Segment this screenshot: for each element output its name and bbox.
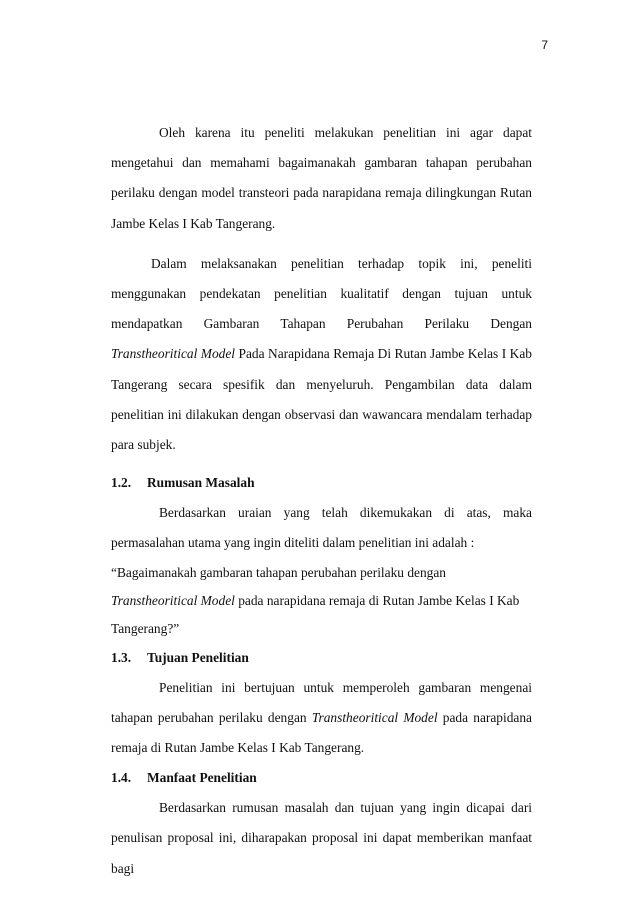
section-number: 1.4. [111,770,132,786]
document-body [111,118,532,884]
section-1-3-text-a: Penelitian ini bertujuan untuk memperoleh gambaran mengenai tahapan perubahan perilaku dengan [111,679,532,725]
section-1-3-italic: Transtheoritical Model [311,709,438,725]
section-1-2-quote [111,559,532,643]
section-number: 1.3. [111,649,132,665]
paragraph-2-italic: Transtheoritical Model [111,346,236,362]
section-1-2-body: Berdasarkan uraian yang telah dikemukakan di atas, maka permasalahan utama yang ingin diteliti dalam penelitian ini adalah : [111,505,532,551]
section-heading-1-2 [111,468,532,498]
quote-text-a: “Bagaimanakah gambaran tahapan perubahan perilaku dengan [111,564,446,580]
paragraph-2 [111,249,532,460]
section-title: Tujuan Penelitian [147,649,249,665]
paragraph-2-text-b: Pada Narapidana Remaja Di Rutan Jambe Kelas I Kab Tangerang secara spesifik dan menyeluruh. Pengambilan data dalam penelitian ini dilakukan dengan observasi dan wawancara mendalam terhadap para subjek. [111,346,532,453]
section-1-4-body: Berdasarkan rumusan masalah dan tujuan yang ingin dicapai dari penulisan proposal ini, diharapakan proposal ini dapat memberikan manfaat bagi [111,800,532,876]
section-heading-1-3 [111,643,532,673]
page-number: 7 [541,38,548,52]
section-title: Manfaat Penelitian [147,770,257,786]
quote-italic: Transtheoritical Model [111,592,235,608]
section-heading-1-4 [111,763,532,793]
quote-text-b: pada narapidana remaja di Rutan Jambe Kelas I Kab Tangerang?” [111,592,520,636]
section-1-3-text-b: pada narapidana remaja di Rutan Jambe Kelas I Kab Tangerang. [111,709,532,756]
section-title: Rumusan Masalah [147,475,255,491]
section-1-3-body [111,673,532,764]
paragraph-2-text-a: Dalam melaksanakan penelitian terhadap topik ini, peneliti menggunakan pendekatan penelitian kualitatif dengan tujuan untuk mendapatkan Gambaran Tahapan Perubahan Perilaku Dengan [111,255,532,332]
paragraph-1: Oleh karena itu peneliti melakukan penelitian ini agar dapat mengetahui dan memahami bagaimanakah gambaran tahapan perubahan perilaku dengan model transteori pada narapidana remaja dilingkungan Rutan Jambe Kelas I Kab Tangerang. [111,125,532,231]
section-number: 1.2. [111,475,132,491]
